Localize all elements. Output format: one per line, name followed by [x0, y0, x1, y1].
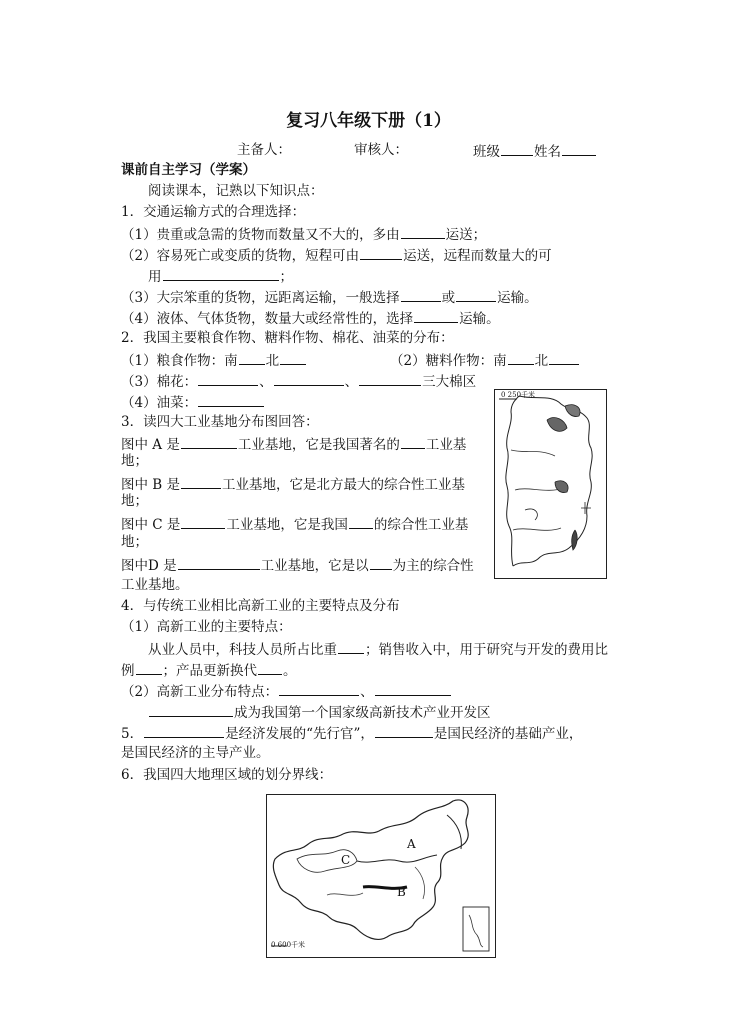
intro-text: 阅读课本，记熟以下知识点： — [148, 183, 324, 199]
name-blank[interactable] — [562, 141, 596, 156]
q1-line2 — [121, 245, 552, 265]
q1-line2-mid: 运送，远程而数量大的可 — [403, 248, 552, 264]
q5-line1 — [121, 723, 582, 743]
q3-a-blank-2[interactable] — [401, 434, 425, 449]
q3-a-cont: 地； — [121, 453, 148, 469]
q2-cotton-sep-2: 、 — [344, 374, 359, 390]
q1-line4-text: （4）液体、气体货物，数量大或经常性的，选择 — [121, 311, 414, 327]
q3-b-cont: 地； — [121, 493, 148, 509]
q1-blank-6[interactable] — [414, 308, 458, 323]
q3-d-end: 为主的综合性 — [392, 558, 474, 574]
q4-zone-blank[interactable] — [149, 702, 233, 717]
q2-sugar-blank-2[interactable] — [549, 350, 579, 365]
q3-c-blank-1[interactable] — [181, 514, 225, 529]
industrial-map-drawing — [495, 390, 606, 578]
class-label: 班级 — [473, 144, 500, 160]
q1-blank-4[interactable] — [401, 287, 441, 302]
q3-d-mid: 工业基地，它是以 — [260, 558, 369, 574]
q2-grain — [121, 350, 307, 370]
q3-c-line — [121, 514, 468, 534]
q4-dist-sep: 、 — [360, 684, 374, 700]
q4-f2-blank-2[interactable] — [258, 660, 282, 675]
q2-cotton-blank-1[interactable] — [198, 371, 258, 386]
q3-c-mid: 工业基地，它是我国 — [226, 517, 348, 533]
region-label-b: B — [397, 885, 406, 899]
q5-text-2: 是国民经济的基础产业， — [433, 726, 583, 742]
q5-line2: 是国民经济的主导产业。 — [121, 745, 270, 761]
q1-line2d-text: ； — [279, 269, 293, 285]
reviewer-label: 审核人： — [354, 142, 408, 158]
q4-zone-line — [148, 702, 491, 722]
q5-num: 5． — [121, 726, 144, 742]
q2-rape-blank[interactable] — [198, 392, 264, 407]
q3-d-line — [121, 555, 474, 575]
q4-sub2 — [121, 681, 452, 701]
china-map-drawing — [267, 795, 495, 957]
preparer-label: 主备人： — [237, 142, 291, 158]
q3-a-line — [121, 434, 466, 454]
q5-blank-1[interactable] — [144, 723, 224, 738]
q1-line3-end: 运输。 — [497, 290, 538, 306]
q1-line4 — [121, 308, 500, 328]
q1-line3-text: （3）大宗笨重的货物，远距离运输，一般选择 — [121, 290, 400, 306]
q3-c-end: 的综合性工业基 — [373, 517, 469, 533]
q3-a-blank-1[interactable] — [181, 434, 237, 449]
q1-title: 1．交通运输方式的合理选择： — [121, 204, 306, 220]
q3-c-text: 图中 C 是 — [121, 517, 181, 533]
q2-grain-blank-2[interactable] — [280, 350, 306, 365]
q2-cotton-sep-1: 、 — [259, 374, 273, 390]
q4-f1-blank[interactable] — [338, 639, 364, 654]
q2-rape-text: （4）油菜： — [121, 395, 198, 411]
q4-zone-text: 成为我国第一个国家级高新技术产业开发区 — [234, 705, 491, 721]
q3-b-text: 图中 B 是 — [121, 477, 181, 493]
q2-sugar — [390, 350, 580, 370]
q5-blank-2[interactable] — [375, 723, 433, 738]
q3-d-text: 图中D 是 — [121, 558, 177, 574]
q2-cotton-text: （3）棉花： — [121, 374, 198, 390]
q1-blank-2[interactable] — [360, 245, 402, 260]
q3-d-blank-1[interactable] — [178, 555, 260, 570]
q4-sub1: （1）高新工业的主要特点： — [121, 619, 292, 635]
q4-sub2-text: （2）高新工业分布特点： — [121, 684, 279, 700]
q1-line1 — [121, 224, 486, 244]
q2-grain-blank-1[interactable] — [239, 350, 265, 365]
q2-cotton-blank-2[interactable] — [274, 371, 344, 386]
q2-grain-text: （1）粮食作物：南 — [121, 353, 238, 369]
q3-d-blank-2[interactable] — [370, 555, 392, 570]
region-label-a: A — [407, 837, 416, 851]
q1-line1-end: 运送； — [445, 227, 487, 243]
q3-a-mid: 工业基地，它是我国著名的 — [237, 437, 400, 453]
q4-f2-text: 例 — [121, 663, 135, 679]
q4-dist-blank-2[interactable] — [375, 681, 451, 696]
q4-dist-blank-1[interactable] — [279, 681, 359, 696]
q2-sugar-text: （2）糖料作物：南 — [390, 353, 507, 369]
section-heading: 课前自主学习（学案） — [121, 162, 256, 178]
q1-blank-5[interactable] — [456, 287, 496, 302]
q4-f1-text: 从业人员中，科技人员所占比重 — [148, 642, 337, 658]
q2-sugar-north: 北 — [534, 353, 549, 369]
class-blank[interactable] — [501, 141, 533, 156]
name-label: 姓名 — [534, 144, 561, 160]
q1-line3-mid: 或 — [441, 290, 456, 306]
q3-b-line — [121, 474, 465, 494]
q1-line2-cont — [148, 266, 293, 286]
q4-title: 4．与传统工业相比高新工业的主要特点及分布 — [121, 598, 400, 614]
q4-feature-line2 — [121, 660, 297, 680]
q2-rape — [121, 392, 265, 412]
page-title: 复习八年级下册（1） — [286, 111, 451, 131]
class-name-line — [473, 141, 597, 161]
china-map-scale: 0 600千米 — [271, 941, 306, 949]
q2-title: 2．我国主要粮食作物、糖料作物、棉花、油菜的分布： — [121, 330, 454, 346]
q6-title: 6．我国四大地理区域的划分界线： — [121, 767, 333, 783]
q1-line2-text: （2）容易死亡或变质的货物，短程可由 — [121, 248, 360, 264]
q4-f2-end: 。 — [283, 663, 297, 679]
q2-grain-north: 北 — [265, 353, 280, 369]
q1-line2c-text: 用 — [148, 269, 162, 285]
q2-cotton-end: 三大棉区 — [422, 374, 477, 390]
q3-c-blank-2[interactable] — [349, 514, 373, 529]
q5-text-1: 是经济发展的“先行官”， — [225, 726, 374, 742]
q2-cotton-blank-3[interactable] — [359, 371, 421, 386]
q3-b-blank[interactable] — [181, 474, 221, 489]
q2-cotton — [121, 371, 476, 391]
q4-f1-end: ；销售收入中，用于研究与开发的费用比 — [365, 642, 608, 658]
industrial-map-scale: 0 250千米 — [501, 391, 536, 399]
q4-f2-mid: ；产品更新换代 — [162, 663, 257, 679]
q2-sugar-blank-1[interactable] — [508, 350, 534, 365]
q1-line3 — [121, 287, 538, 307]
q1-line1-text: （1）贵重或急需的货物而数量又不大的，多由 — [121, 227, 400, 243]
q3-c-cont: 地； — [121, 534, 148, 550]
q3-d-cont: 工业基地。 — [121, 577, 189, 593]
q1-blank-1[interactable] — [401, 224, 445, 239]
q4-feature-line1 — [148, 639, 608, 659]
industrial-bases-map — [494, 389, 607, 579]
q4-f2-blank-1[interactable] — [136, 660, 162, 675]
region-label-c: C — [341, 853, 351, 867]
q3-b-end: 工业基地，它是北方最大的综合性工业基 — [222, 477, 466, 493]
q3-a-end: 工业基 — [425, 437, 467, 453]
q1-line4-end: 运输。 — [459, 311, 500, 327]
q3-title: 3．读四大工业基地分布图回答： — [121, 414, 319, 430]
q1-blank-3[interactable] — [163, 266, 279, 281]
q3-a-text: 图中 A 是 — [121, 437, 180, 453]
china-regions-map — [266, 794, 496, 958]
